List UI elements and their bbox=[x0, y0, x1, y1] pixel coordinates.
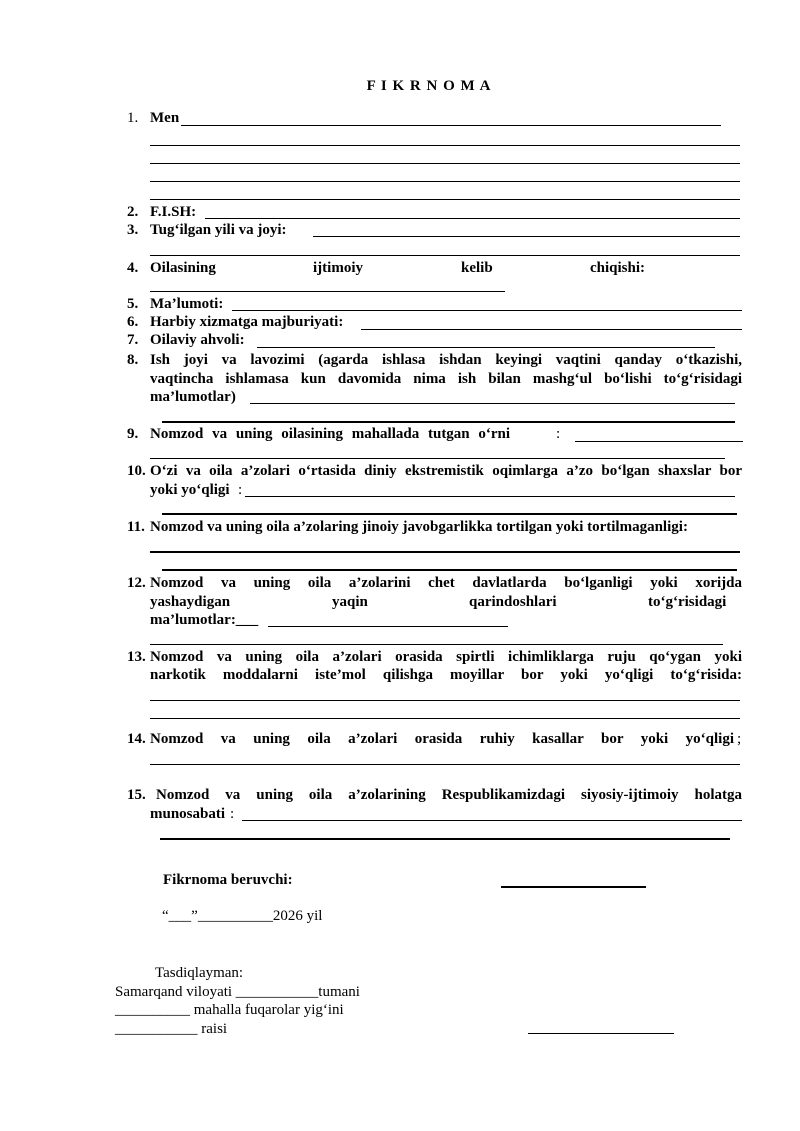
approve-label: Tasdiqlayman: bbox=[155, 965, 244, 981]
item-4-word-4: chiqishi: bbox=[590, 260, 646, 276]
item-8-number: 8. bbox=[127, 352, 139, 368]
item-13-field[interactable] bbox=[150, 700, 740, 701]
item-10-line-extra[interactable] bbox=[162, 513, 737, 515]
item-10-field[interactable] bbox=[245, 496, 735, 497]
item-9-line-2[interactable] bbox=[150, 458, 725, 459]
item-8-line-2: vaqtincha ishlamasa kun davomida nima ish bilan mashg‘ul bo‘lishi to‘g‘risidagi bbox=[150, 371, 742, 387]
item-14-number: 14. bbox=[127, 731, 146, 747]
item-3-line-2[interactable] bbox=[150, 255, 740, 256]
item-1-field[interactable] bbox=[181, 125, 721, 126]
chairman-signature-line[interactable] bbox=[528, 1033, 674, 1034]
item-8-line-1: Ish joyi va lavozimi (agarda ishlasa ishdan keyingi vaqtini qanday o‘tkazishi, bbox=[150, 352, 742, 368]
item-7-label: Oilaviy ahvoli: bbox=[150, 332, 245, 348]
date-line[interactable]: “___”__________2026 yil bbox=[162, 908, 323, 924]
item-6-label: Harbiy xizmatga majburiyati: bbox=[150, 314, 344, 330]
item-3-label: Tug‘ilgan yili va joyi: bbox=[150, 222, 287, 238]
item-2-label: F.I.SH: bbox=[150, 204, 197, 220]
item-8-line-3: ma’lumotlar) bbox=[150, 389, 236, 405]
item-12-word-3: qarindoshlari bbox=[469, 594, 557, 610]
item-4-word-3: kelib bbox=[461, 260, 493, 276]
item-8-field[interactable] bbox=[250, 403, 735, 404]
item-14-field[interactable] bbox=[150, 764, 740, 765]
item-2-number: 2. bbox=[127, 204, 139, 220]
item-11-number: 11. bbox=[127, 519, 145, 535]
item-3-field[interactable] bbox=[313, 236, 740, 237]
item-5-number: 5. bbox=[127, 296, 139, 312]
item-14-semicolon: ; bbox=[737, 731, 742, 747]
item-4-field[interactable] bbox=[150, 291, 505, 292]
item-1-number: 1. bbox=[127, 110, 139, 126]
item-13-line-2-field[interactable] bbox=[150, 718, 740, 719]
item-11-line-2[interactable] bbox=[162, 569, 737, 571]
item-9-label: Nomzod va uning oilasining mahallada tutgan o‘rni bbox=[150, 426, 511, 442]
item-1-line-3[interactable] bbox=[150, 163, 740, 164]
item-12-line-3: ma’lumotlar:___ bbox=[150, 612, 259, 628]
item-4-word-2: ijtimoiy bbox=[313, 260, 363, 276]
raisi-line[interactable]: ___________ raisi bbox=[115, 1021, 228, 1037]
giver-signature-line[interactable] bbox=[501, 886, 646, 888]
item-10-line-1: O‘zi va oila a’zolari o‘rtasida diniy ekstremistik oqimlarga a’zo bo‘lgan shaxslar bor bbox=[150, 463, 742, 479]
item-10-colon: : bbox=[238, 482, 243, 498]
region-line[interactable]: Samarqand viloyati ___________tumani bbox=[115, 984, 360, 1000]
item-3-number: 3. bbox=[127, 222, 139, 238]
item-9-colon: : bbox=[556, 426, 561, 442]
item-4-number: 4. bbox=[127, 260, 139, 276]
item-11-label: Nomzod va uning oila a’zolaring jinoiy javobgarlikka tortilgan yoki tortilmaganligi: bbox=[150, 519, 688, 535]
item-8-line-extra[interactable] bbox=[162, 421, 735, 423]
item-12-word-2: yaqin bbox=[332, 594, 368, 610]
item-9-field[interactable] bbox=[575, 441, 743, 442]
item-6-field[interactable] bbox=[361, 329, 742, 330]
item-7-field[interactable] bbox=[257, 347, 715, 348]
item-10-number: 10. bbox=[127, 463, 146, 479]
item-12-field[interactable] bbox=[268, 626, 508, 627]
item-13-line-1: Nomzod va uning oila a’zolari orasida spirtli ichimliklarga ruju qo‘ygan yoki bbox=[150, 649, 742, 665]
item-13-number: 13. bbox=[127, 649, 146, 665]
mahalla-line[interactable]: __________ mahalla fuqarolar yig‘ini bbox=[115, 1002, 344, 1018]
item-15-colon: : bbox=[230, 806, 235, 822]
item-14-line-1: Nomzod va uning oila a’zolari orasida ruhiy kasallar bor yoki yo‘qligi bbox=[150, 731, 734, 747]
item-1-label: Men bbox=[150, 110, 180, 126]
item-12-line-1: Nomzod va uning oila a’zolarini chet davlatlarda bo‘lganligi yoki xorijda bbox=[150, 575, 742, 591]
item-12-word-4: to‘g‘risidagi bbox=[648, 594, 727, 610]
item-15-line-2: munosabati bbox=[150, 806, 226, 822]
item-5-label: Ma’lumoti: bbox=[150, 296, 224, 312]
item-4-word-1: Oilasining bbox=[150, 260, 216, 276]
item-5-field[interactable] bbox=[232, 310, 742, 311]
item-1-line-2[interactable] bbox=[150, 145, 740, 146]
item-1-line-5[interactable] bbox=[150, 199, 740, 200]
item-1-line-4[interactable] bbox=[150, 181, 740, 182]
item-15-number: 15. bbox=[127, 787, 146, 803]
item-12-line-extra[interactable] bbox=[150, 644, 723, 645]
document-title: F I K R N O M A bbox=[366, 78, 492, 94]
item-7-number: 7. bbox=[127, 332, 139, 348]
item-9-number: 9. bbox=[127, 426, 139, 442]
item-15-line-1: Nomzod va uning oila a’zolarining Respublikamizdagi siyosiy-ijtimoiy holatga bbox=[156, 787, 742, 803]
giver-label: Fikrnoma beruvchi: bbox=[163, 872, 293, 888]
item-15-line-extra[interactable] bbox=[160, 838, 730, 840]
item-12-number: 12. bbox=[127, 575, 146, 591]
item-13-line-2: narkotik moddalarni iste’mol qilishga moyillar bor yoki yo‘qligi to‘g‘risida: bbox=[150, 667, 742, 683]
item-12-word-1: yashaydigan bbox=[150, 594, 231, 610]
item-6-number: 6. bbox=[127, 314, 139, 330]
item-11-field[interactable] bbox=[150, 551, 740, 553]
item-10-line-2: yoki yo‘qligi bbox=[150, 482, 230, 498]
item-2-field[interactable] bbox=[205, 218, 740, 219]
item-15-field[interactable] bbox=[242, 820, 742, 821]
